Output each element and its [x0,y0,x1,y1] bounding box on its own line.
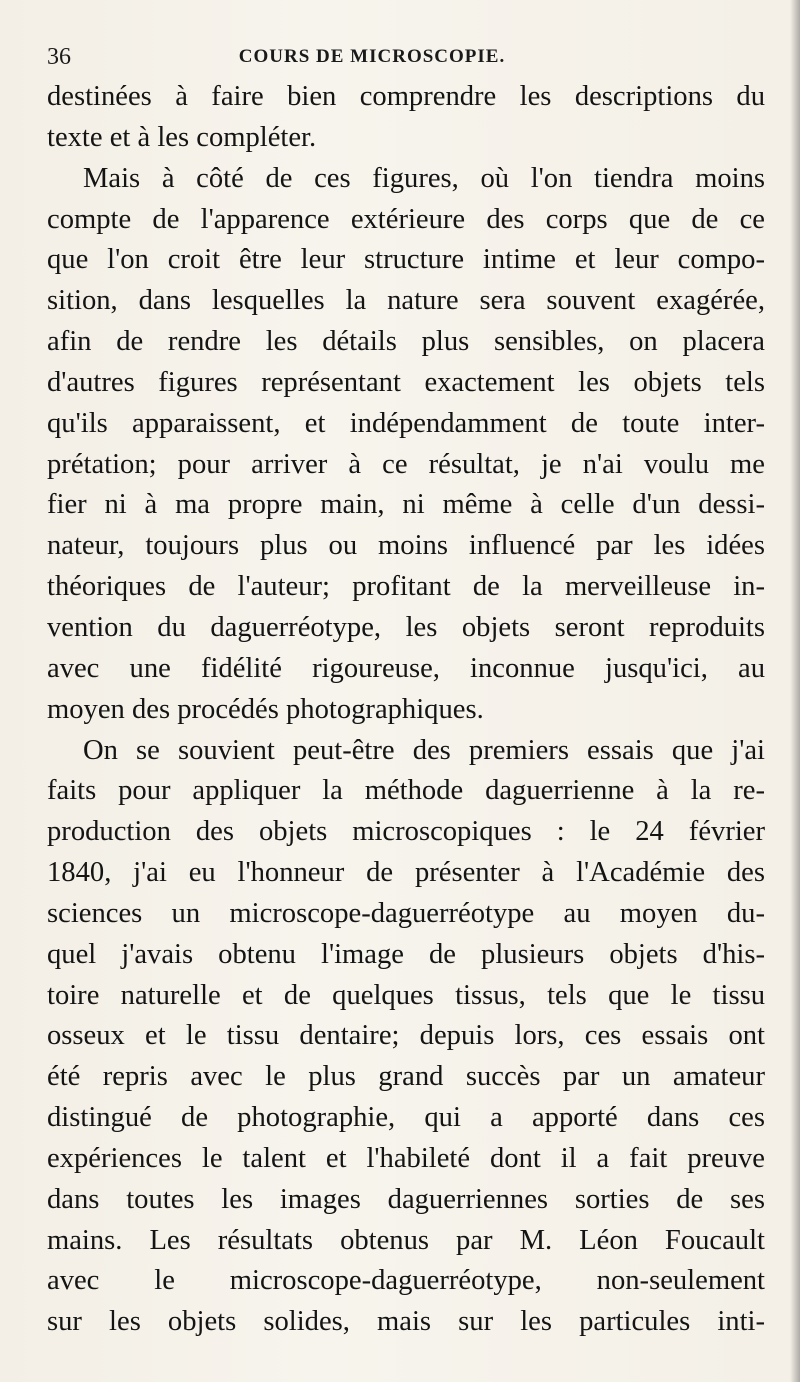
text-line: avec une fidélité rigoureuse, inconnue jusqu'ici, au [47,652,765,684]
text-line: Mais à côté de ces figures, où l'on tiendra moins [83,162,765,194]
text-line: fier ni à ma propre main, ni même à celle d'un dessi- [47,489,765,521]
text-line: prétation; pour arriver à ce résultat, je n'ai voulu me [47,448,765,480]
page-header [47,40,757,74]
text-line: production des objets microscopiques : le 24 février [47,816,765,848]
text-line: osseux et le tissu dentaire; depuis lors, ces essais ont [47,1020,765,1052]
text-line: sur les objets solides, mais sur les particules inti- [47,1306,765,1338]
text-line: nateur, toujours plus ou moins influencé par les idées [47,530,765,562]
text-line: avec le microscope-daguerréotype, non-seulement [47,1265,765,1297]
text-line: sciences un microscope-daguerréotype au moyen du- [47,897,765,929]
text-line: faits pour appliquer la méthode daguerrienne à la re- [47,775,765,807]
text-line: sition, dans lesquelles la nature sera souvent exagérée, [47,285,765,317]
text-line: que l'on croit être leur structure intime et leur compo- [47,244,765,276]
text-line: d'autres figures représentant exactement les objets tels [47,366,765,398]
text-line: 1840, j'ai eu l'honneur de présenter à l'Académie des [47,857,765,889]
text-line: été repris avec le plus grand succès par un amateur [47,1061,765,1093]
running-head: COURS DE MICROSCOPIE. [238,46,506,67]
text-line: afin de rendre les détails plus sensibles, on placera [47,326,765,358]
text-line: vention du daguerréotype, les objets seront reproduits [47,611,765,643]
text-line: expériences le talent et l'habileté dont il a fait preuve [47,1142,765,1174]
text-line: compte de l'apparence extérieure des corps que de ce [47,203,765,235]
text-line: mains. Les résultats obtenus par M. Léon Foucault [47,1224,765,1256]
text-line: théoriques de l'auteur; profitant de la merveilleuse in- [47,571,765,603]
text-line: qu'ils apparaissent, et indépendamment de toute inter- [47,407,765,439]
text-line: distingué de photographie, qui a apporté dans ces [47,1102,765,1134]
text-line: texte et à les compléter. [47,121,317,153]
text-line: On se souvient peut-être des premiers essais que j'ai [83,734,765,766]
text-line: quel j'avais obtenu l'image de plusieurs objets d'his- [47,938,765,970]
text-line: moyen des procédés photographiques. [47,693,484,725]
text-line: destinées à faire bien comprendre les descriptions du [47,81,765,112]
page-number: 36 [47,44,71,70]
text-line: dans toutes les images daguerriennes sorties de ses [47,1183,765,1215]
text-line: toire naturelle et de quelques tissus, tels que le tissu [47,979,765,1011]
body-text [47,77,765,1343]
page-edge-shadow [790,0,800,1382]
